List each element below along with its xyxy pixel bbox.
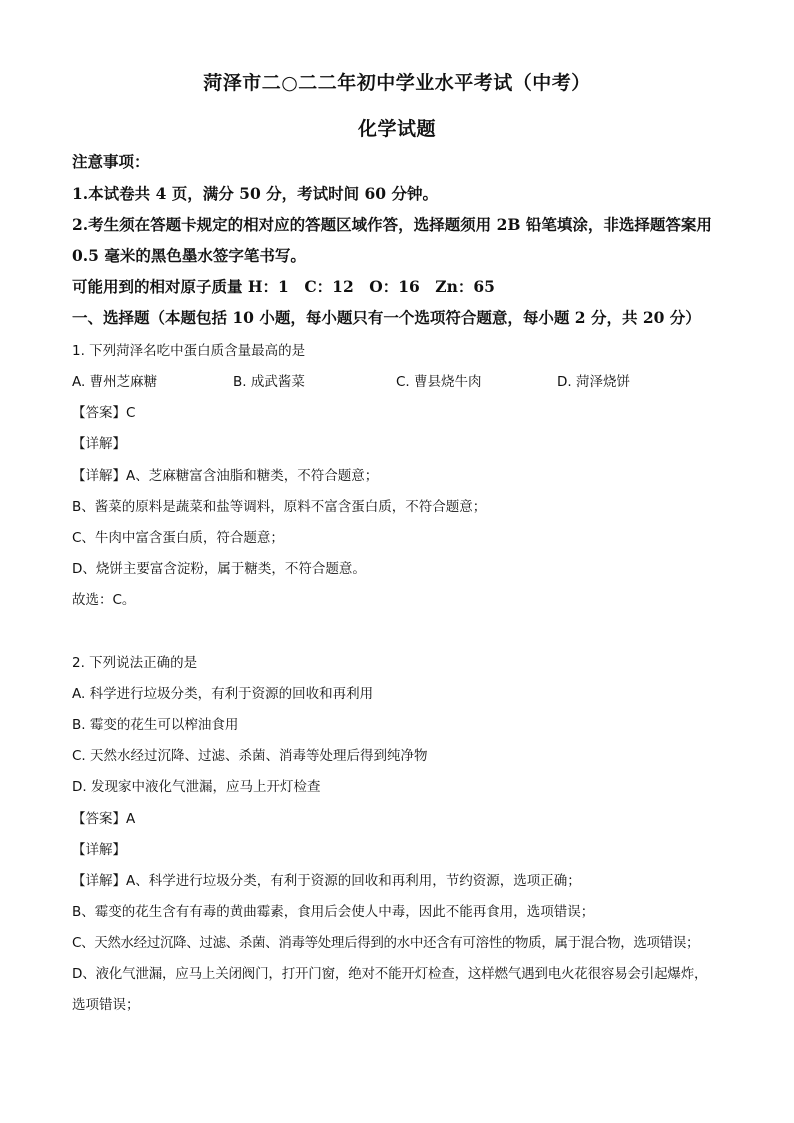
page-subtitle: 化学试题 <box>357 118 436 140</box>
q2-detail-label: 【详解】 <box>72 842 126 858</box>
q2-explanation-line: 【详解】A、科学进行垃圾分类，有利于资源的回收和再利用，节约资源，选项正确； <box>72 873 581 889</box>
q1-answer: 【答案】C <box>72 405 136 421</box>
q2-option-d: D. 发现家中液化气泄漏，应马上开灯检查 <box>72 779 321 795</box>
q1-option-c: C. 曹县烧牛肉 <box>396 374 482 390</box>
q2-stem: 2. 下列说法正确的是 <box>72 655 198 671</box>
q2-option-b: B. 霉变的花生可以榨油食用 <box>72 717 239 733</box>
q1-detail-label: 【详解】 <box>72 436 126 452</box>
q2-answer: 【答案】A <box>72 811 136 827</box>
q2-explanation-line: B、霉变的花生含有有毒的黄曲霉素，食用后会使人中毒，因此不能再食用，选项错误； <box>72 904 595 920</box>
page-title: 菏泽市二○二二年初中学业水平考试（中考） <box>203 72 591 94</box>
notice-item-2-line-2: 0.5 毫米的黑色墨水签字笔书写。 <box>72 246 306 265</box>
q2-explanation-line: 选项错误； <box>72 997 140 1013</box>
notice-heading: 注意事项： <box>72 152 150 171</box>
q1-explanation-line: D、烧饼主要富含淀粉，属于糖类，不符合题意。 <box>72 561 366 577</box>
q1-option-b: B. 成武酱菜 <box>233 374 305 390</box>
section-heading: 一、选择题（本题包括 10 小题，每小题只有一个选项符合题意，每小题 2 分，共 20 分） <box>72 308 701 327</box>
atomic-mass-line: 可能用到的相对原子质量 H：1 C：12 O：16 Zn：65 <box>72 277 495 296</box>
q1-option-a: A. 曹州芝麻糖 <box>72 374 158 390</box>
q2-option-c: C. 天然水经过沉降、过滤、杀菌、消毒等处理后得到纯净物 <box>72 748 428 764</box>
q2-option-a: A. 科学进行垃圾分类，有利于资源的回收和再利用 <box>72 686 374 702</box>
notice-item-2-line-1: 2.考生须在答题卡规定的相对应的答题区域作答，选择题须用 2B 铅笔填涂，非选择题答案用 <box>72 215 712 234</box>
q1-option-d: D. 菏泽烧饼 <box>557 374 630 390</box>
notice-item-1: 1.本试卷共 4 页，满分 50 分，考试时间 60 分钟。 <box>72 184 438 203</box>
q2-explanation-line: C、天然水经过沉降、过滤、杀菌、消毒等处理后得到的水中还含有可溶性的物质，属于混合物，选项错误； <box>72 935 700 951</box>
q1-explanation-line: 【详解】A、芝麻糖富含油脂和糖类，不符合题意； <box>72 468 379 484</box>
q2-explanation-line: D、液化气泄漏，应马上关闭阀门，打开门窗，绝对不能开灯检查，这样燃气遇到电火花很容易会引起爆炸， <box>72 966 708 982</box>
q1-conclusion: 故选：C。 <box>72 592 136 608</box>
q1-stem: 1. 下列菏泽名吃中蛋白质含量最高的是 <box>72 343 306 359</box>
q1-explanation-line: C、牛肉中富含蛋白质，符合题意； <box>72 530 284 546</box>
q1-explanation-line: B、酱菜的原料是蔬菜和盐等调料，原料不富含蛋白质，不符合题意； <box>72 499 487 515</box>
